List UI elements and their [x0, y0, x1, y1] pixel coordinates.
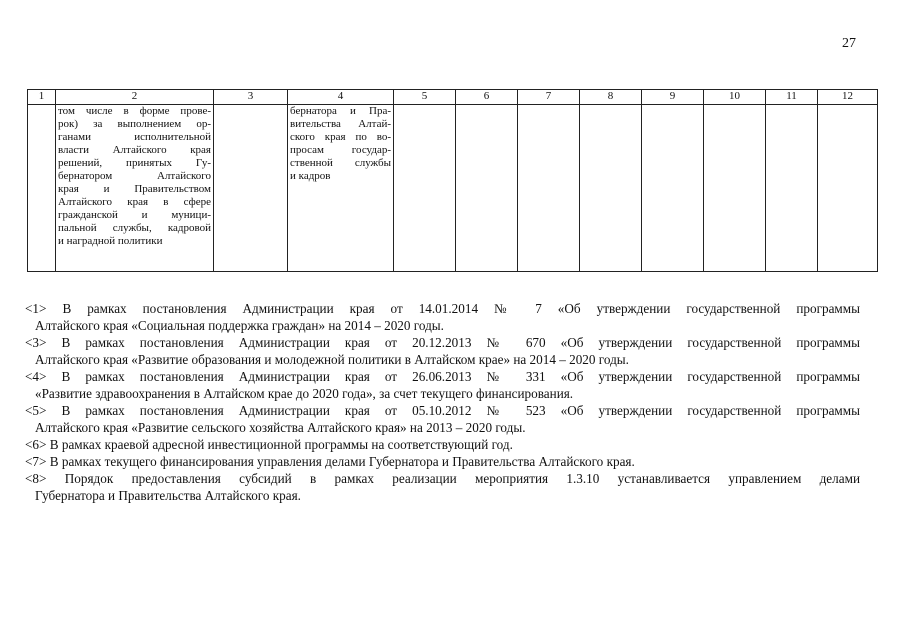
- footnote-line: <5> В рамках постановления Администрации края от 05.10.2012 № 523 «Об утверждении государственной программы: [25, 403, 860, 418]
- cell-text-line: решений, принятых Гу-: [58, 157, 211, 169]
- program-table: [27, 89, 878, 272]
- table-cell: [704, 105, 766, 272]
- cell-text-line: бернатором Алтайского: [58, 170, 211, 182]
- footnote: [25, 300, 860, 334]
- footnote-line: «Развитие здравоохранения в Алтайском крае до 2020 года», за счет текущего финансирования.: [35, 386, 574, 401]
- table-cell: [818, 105, 878, 272]
- table-cell: [766, 105, 818, 272]
- footnote-line: Губернатора и Правительства Алтайского края.: [35, 488, 301, 503]
- cell-text-line: пальной службы, кадровой: [58, 222, 211, 234]
- column-header: 6: [456, 90, 518, 105]
- cell-text-line: просам государ-: [290, 144, 391, 156]
- table-header-row: [28, 90, 878, 105]
- table-cell: [642, 105, 704, 272]
- column-header: 1: [28, 90, 56, 105]
- footnote-line: <3> В рамках постановления Администрации края от 20.12.2013 № 670 «Об утверждении государственной программы: [25, 335, 860, 350]
- cell-text-line: власти Алтайского края: [58, 144, 211, 156]
- event-description-cell: [56, 105, 214, 272]
- cell-text-line: ственной службы: [290, 157, 391, 169]
- column-header: 9: [642, 90, 704, 105]
- column-header: 4: [288, 90, 394, 105]
- footnote: [25, 436, 860, 453]
- cell-text-line: и кадров: [290, 170, 331, 182]
- table-cell: [518, 105, 580, 272]
- footnote-line: Алтайского края «Развитие образования и молодежной политики в Алтайском крае» на 2014 – 2020 годы.: [35, 352, 629, 367]
- footnote-line: <4> В рамках постановления Администрации края от 26.06.2013 № 331 «Об утверждении государственной программы: [25, 369, 860, 384]
- column-header: 2: [56, 90, 214, 105]
- footnote-line: <1> В рамках постановления Администрации края от 14.01.2014 № 7 «Об утверждении государственной программы: [25, 301, 860, 316]
- column-header: 11: [766, 90, 818, 105]
- column-header: 7: [518, 90, 580, 105]
- table-cell: [580, 105, 642, 272]
- column-header: 8: [580, 90, 642, 105]
- cell-text-line: рок) за выполнением ор-: [58, 118, 211, 130]
- footnote: [25, 453, 860, 470]
- executor-cell: [288, 105, 394, 272]
- cell-text-line: вительства Алтай-: [290, 118, 391, 130]
- cell-text-line: Алтайского края в сфере: [58, 196, 211, 208]
- cell-text-line: ганами исполнительной: [58, 131, 211, 143]
- column-header: 5: [394, 90, 456, 105]
- cell-text-line: гражданской и муници-: [58, 209, 211, 221]
- footnote: [25, 470, 860, 504]
- cell-text-line: бернатора и Пра-: [290, 105, 391, 117]
- table-cell: [394, 105, 456, 272]
- footnote-line: <6> В рамках краевой адресной инвестиционной программы на соответствующий год.: [25, 437, 513, 452]
- cell-text-line: и наградной политики: [58, 235, 163, 247]
- footnotes: [25, 300, 860, 504]
- cell-text-line: ского края по во-: [290, 131, 391, 143]
- column-header: 3: [214, 90, 288, 105]
- footnote-line: Алтайского края «Социальная поддержка граждан» на 2014 – 2020 годы.: [35, 318, 444, 333]
- footnote-line: Алтайского края «Развитие сельского хозяйства Алтайского края» на 2013 – 2020 годы.: [35, 420, 526, 435]
- cell-text-line: края и Правительством: [58, 183, 211, 195]
- table-cell: [456, 105, 518, 272]
- footnote-line: <7> В рамках текущего финансирования управления делами Губернатора и Правительства Алтайского края.: [25, 454, 635, 469]
- table-cell: [214, 105, 288, 272]
- table-cell: [28, 105, 56, 272]
- cell-text-line: том числе в форме прове-: [58, 105, 211, 117]
- footnote: [25, 402, 860, 436]
- footnote: [25, 368, 860, 402]
- column-header: 12: [818, 90, 878, 105]
- table-row: [28, 105, 878, 272]
- page-number: 27: [842, 36, 856, 51]
- column-header: 10: [704, 90, 766, 105]
- footnote-line: <8> Порядок предоставления субсидий в рамках реализации мероприятия 1.3.10 устанавливается управлением делами: [25, 471, 860, 486]
- footnote: [25, 334, 860, 368]
